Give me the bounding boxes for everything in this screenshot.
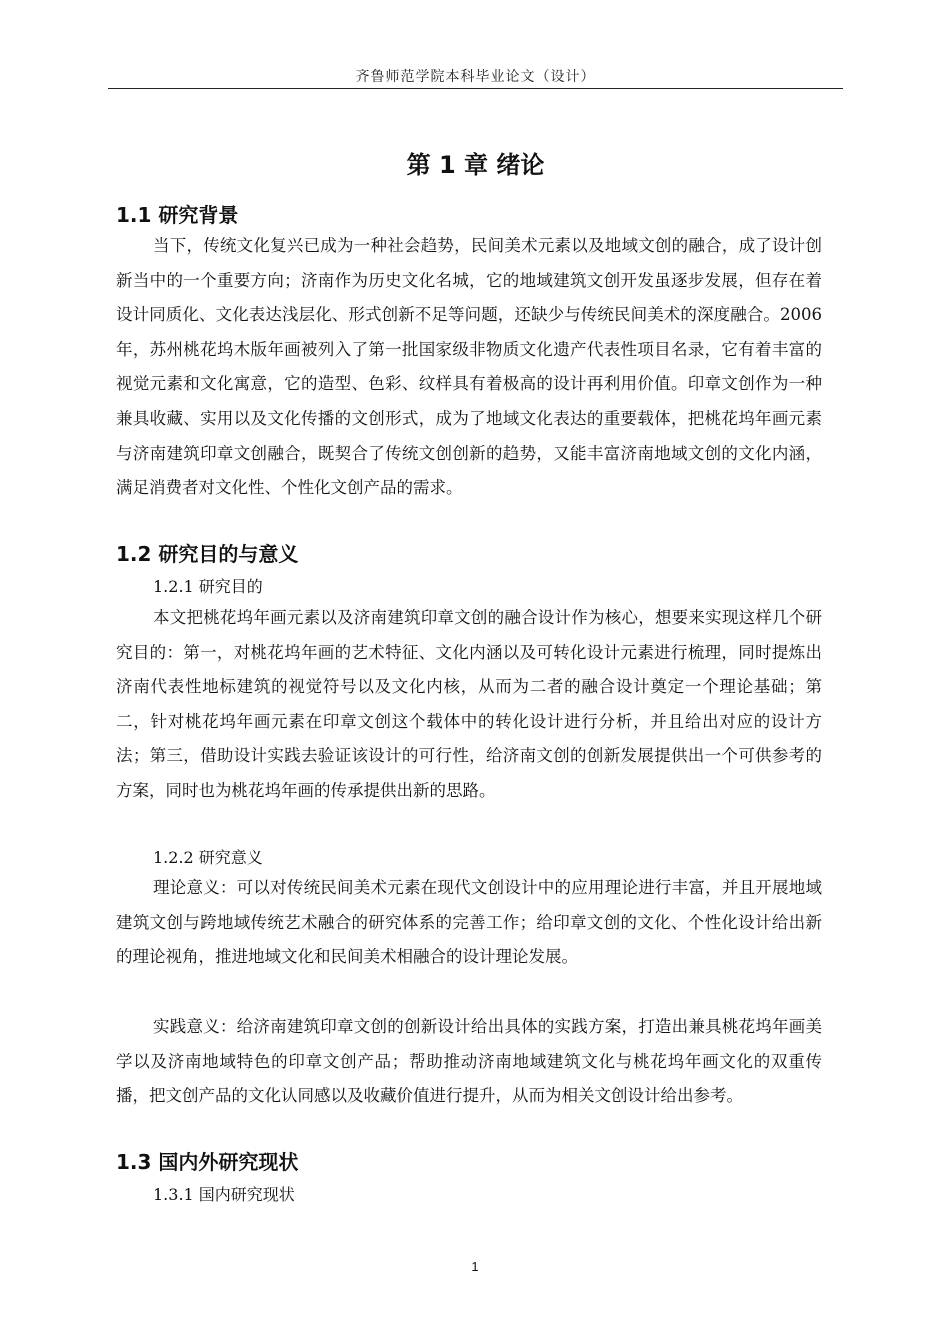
subsection-heading-research-purpose: 1.2.1 研究目的 bbox=[153, 577, 263, 596]
paragraph-practical-significance: 实践意义：给济南建筑印章文创的创新设计给出具体的实践方案，打造出兼具桃花坞年画美学以及济南地域特色的印章文创产品；帮助推动济南地域建筑文化与桃花坞年画文化的双重传播，把文创产品的文化认同感以及收藏价值进行提升，从而为相关文创设计给出参考。 bbox=[116, 1017, 822, 1106]
section-heading-research-status: 1.3 国内外研究现状 bbox=[116, 1150, 299, 1174]
paragraph-research-background: 当下，传统文化复兴已成为一种社会趋势，民间美术元素以及地域文创的融合，成了设计创新当中的一个重要方向；济南作为历史文化名城，它的地域建筑文创开发虽逐步发展，但存在着设计同质化、文化表达浅层化、形式创新不足等问题，还缺少与传统民间美术的深度融合。2006 年，苏州桃花坞木版年画被列入了第一批国家级非物质文化遗产代表性项目名录，它有着丰富的视觉元素和文化寓意，它的造型、色彩、纹样具有着极高的设计再利用价值。印章文创作为一种兼具收藏、实用以及文化传播的文创形式，成为了地域文化表达的重要载体，把桃花坞年画元素与济南建筑印章文创融合，既契合了传统文创创新的趋势，又能丰富济南地域文创的文化内涵，满足消费者对文化性、个性化文创产品的需求。 bbox=[116, 236, 822, 498]
paragraph-research-purpose: 本文把桃花坞年画元素以及济南建筑印章文创的融合设计作为核心，想要来实现这样几个研究目的：第一，对桃花坞年画的艺术特征、文化内涵以及可转化设计元素进行梳理，同时提炼出济南代表性地标建筑的视觉符号以及文化内核，从而为二者的融合设计奠定一个理论基础；第二，针对桃花坞年画元素在印章文创这个载体中的转化设计进行分析，并且给出对应的设计方法；第三，借助设计实践去验证该设计的可行性，给济南文创的创新发展提供出一个可供参考的方案，同时也为桃花坞年画的传承提供出新的思路。 bbox=[116, 608, 822, 800]
header-divider bbox=[108, 88, 843, 89]
section-heading-research-background: 1.1 研究背景 bbox=[116, 203, 239, 227]
subsection-heading-domestic-status: 1.3.1 国内研究现状 bbox=[153, 1185, 295, 1204]
paragraph-theoretical-significance: 理论意义：可以对传统民间美术元素在现代文创设计中的应用理论进行丰富，并且开展地域建筑文创与跨地域传统艺术融合的研究体系的完善工作；给印章文创的文化、个性化设计给出新的理论视角，推进地域文化和民间美术相融合的设计理论发展。 bbox=[116, 878, 822, 967]
chapter-title: 第 1 章 绪论 bbox=[406, 151, 545, 179]
section-heading-purpose-significance: 1.2 研究目的与意义 bbox=[116, 542, 299, 566]
page-number: 1 bbox=[471, 1259, 479, 1274]
running-header: 齐鲁师范学院本科毕业论文（设计） bbox=[355, 69, 596, 85]
subsection-heading-research-significance: 1.2.2 研究意义 bbox=[153, 848, 263, 867]
